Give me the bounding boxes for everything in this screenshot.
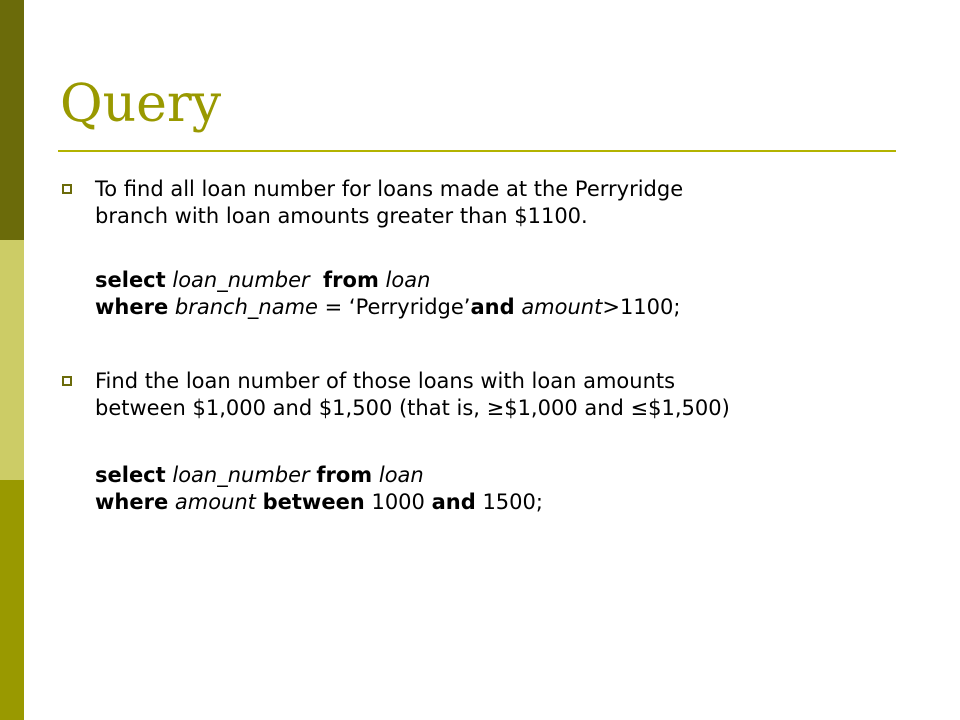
identifier-loan-number: loan_number: [172, 268, 310, 292]
query-2-line-2: [95, 489, 915, 516]
identifier-amount: amount: [174, 490, 256, 514]
keyword-from: from: [323, 268, 379, 292]
side-bar-bottom: [0, 480, 24, 720]
query-1-line-1: [95, 267, 915, 294]
identifier-amount: amount: [521, 295, 603, 319]
query-1-line-2: [95, 294, 915, 321]
query-2-line-1: [95, 462, 915, 489]
slide-title: Query: [60, 74, 222, 134]
bullet-1-text: [95, 176, 915, 230]
keyword-select: select: [95, 268, 166, 292]
bullet-2-text: [95, 368, 915, 422]
identifier-loan: loan: [378, 463, 424, 487]
keyword-between: between: [262, 490, 365, 514]
side-bar-middle: [0, 240, 24, 480]
identifier-loan: loan: [385, 268, 431, 292]
bullet-1-line-1: To find all loan number for loans made at the Perryridge: [95, 177, 684, 201]
query-1: [95, 267, 915, 321]
condition-value: >1100;: [602, 295, 681, 319]
square-bullet-icon: [62, 184, 72, 194]
side-bar-top: [0, 0, 24, 240]
title-underline: [58, 150, 896, 152]
square-bullet-icon: [62, 376, 72, 386]
literal-perryridge: = ‘Perryridge’: [317, 295, 471, 319]
keyword-select: select: [95, 463, 166, 487]
value-upper: 1500;: [482, 490, 543, 514]
keyword-from: from: [316, 463, 373, 487]
query-2: [95, 462, 915, 516]
keyword-and: and: [470, 295, 515, 319]
bullet-2-line-2: between $1,000 and $1,500 (that is, ≥$1,000 and ≤$1,500): [95, 396, 730, 420]
bullet-1-line-2: branch with loan amounts greater than $1100.: [95, 204, 588, 228]
keyword-and: and: [431, 490, 476, 514]
keyword-where: where: [95, 490, 169, 514]
identifier-loan-number: loan_number: [172, 463, 310, 487]
keyword-where: where: [95, 295, 169, 319]
identifier-branch-name: branch_name: [174, 295, 318, 319]
bullet-2-line-1: Find the loan number of those loans with loan amounts: [95, 369, 676, 393]
value-lower: 1000: [371, 490, 425, 514]
